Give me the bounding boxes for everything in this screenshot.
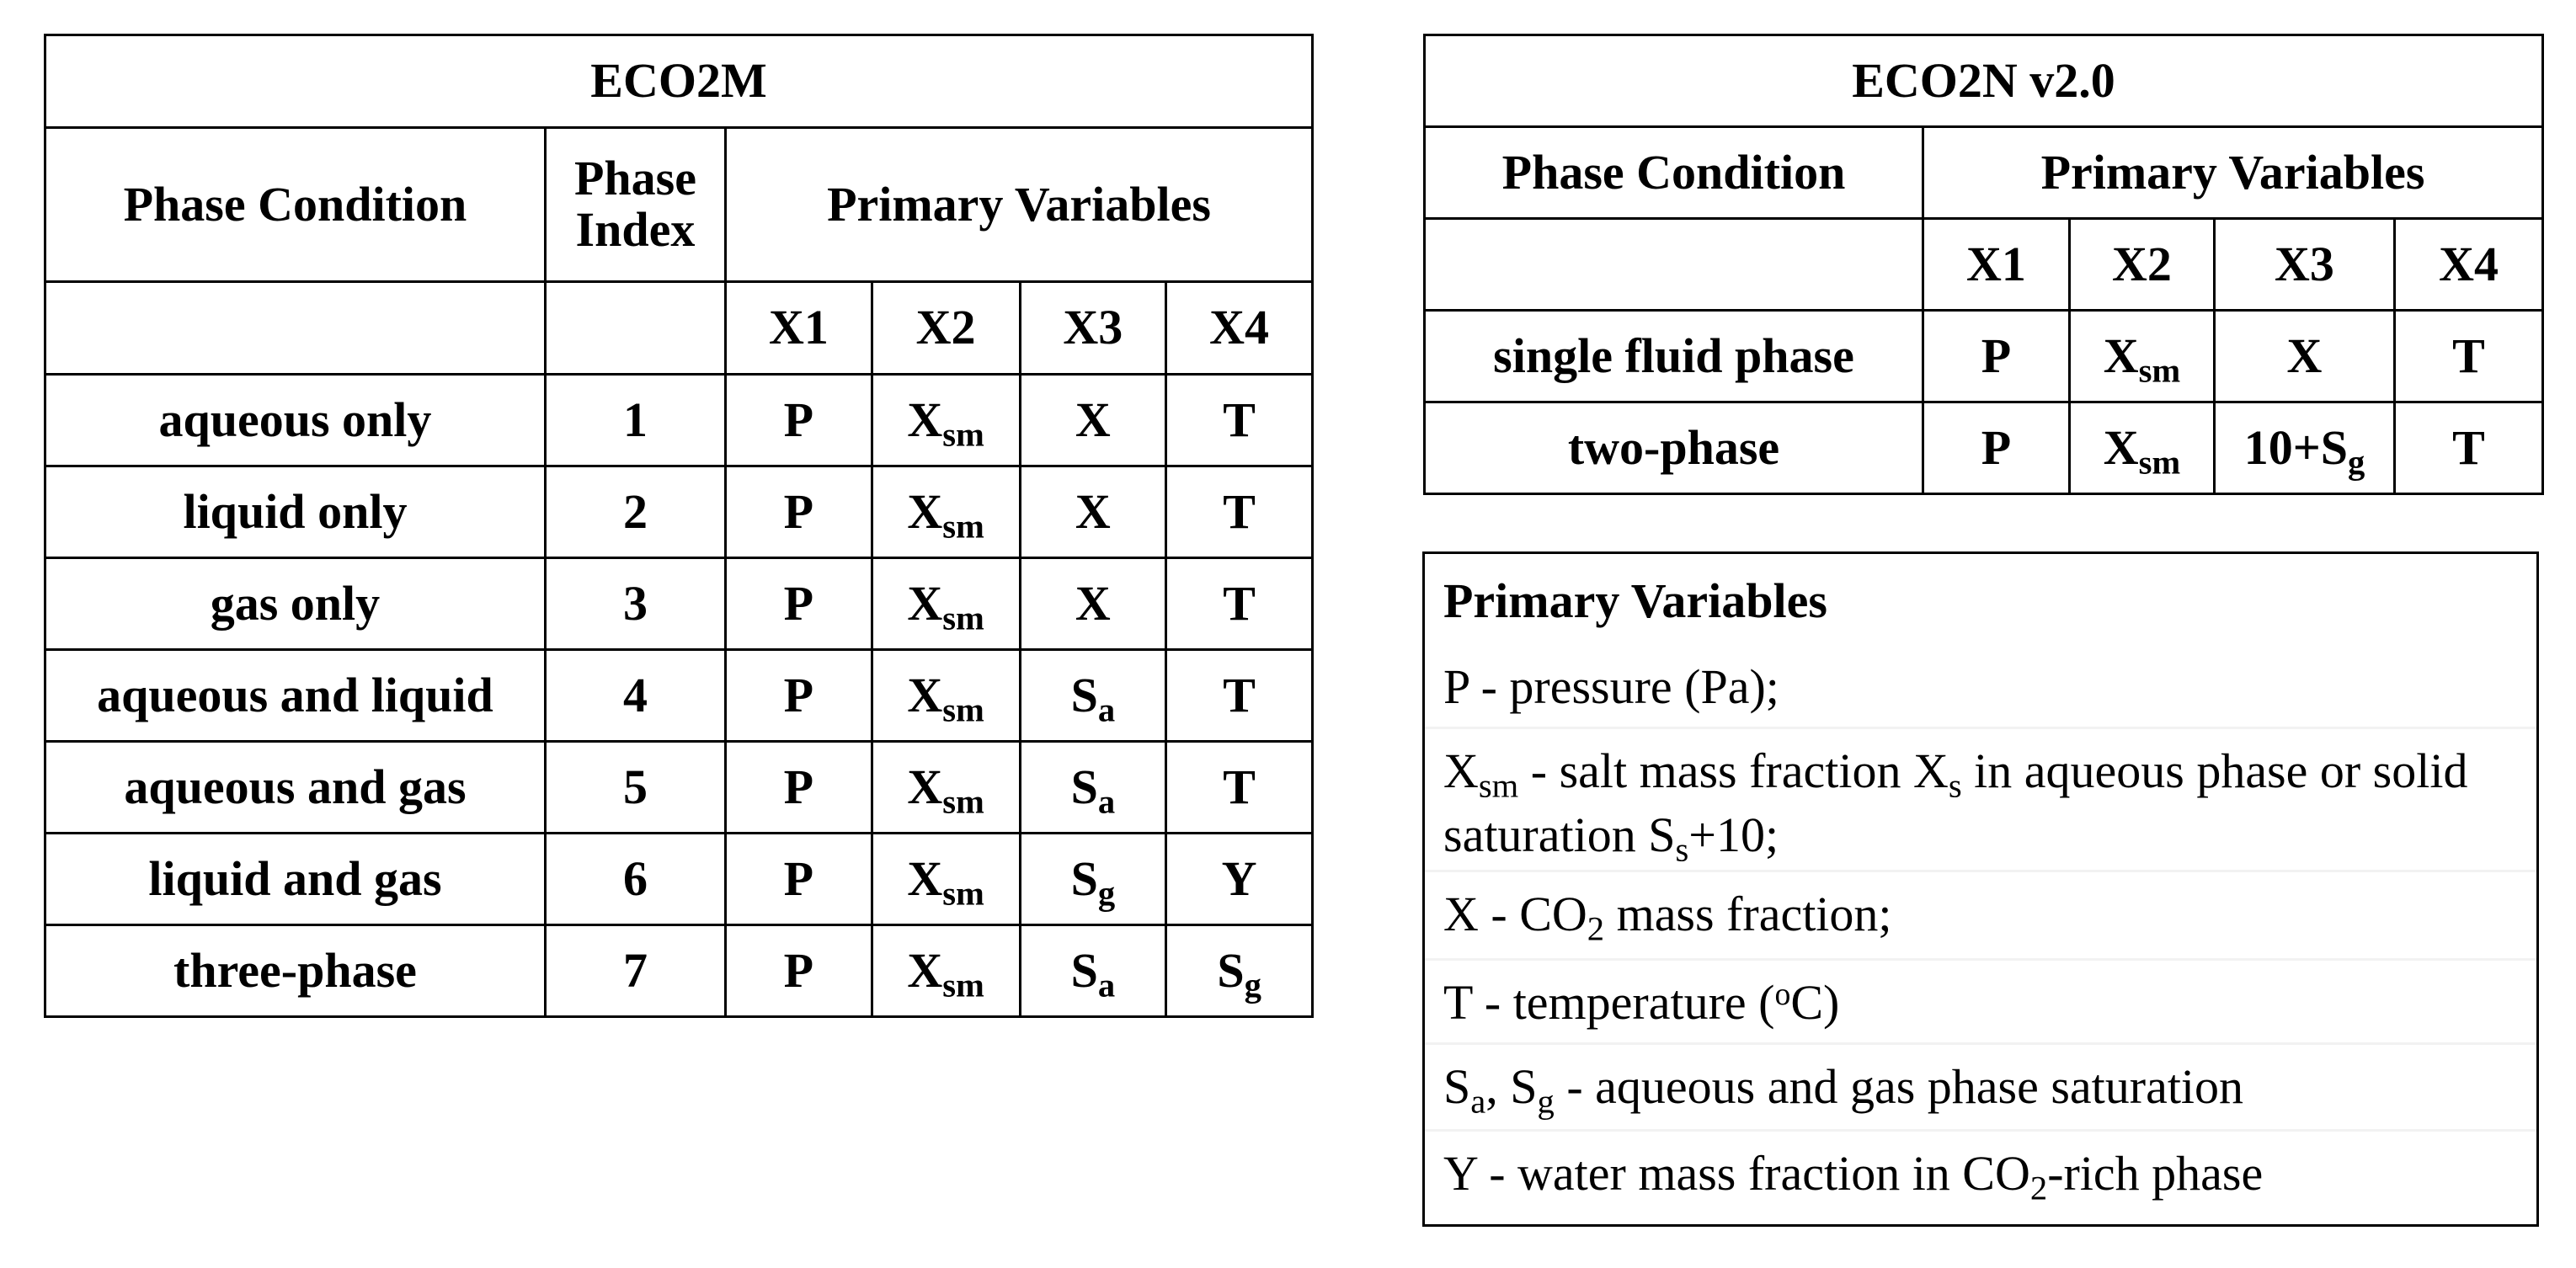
subscript: sm bbox=[1478, 766, 1519, 805]
column-header: X2 bbox=[872, 282, 1020, 375]
subscript: sm bbox=[942, 690, 984, 728]
variable-cell: $X_{sm}$ bbox=[872, 925, 1020, 1017]
phase-condition-cell: liquid only bbox=[45, 466, 546, 558]
phase-condition-cell: aqueous and liquid bbox=[45, 650, 546, 742]
column-header: X2 bbox=[2070, 219, 2215, 311]
variable-cell: P bbox=[726, 742, 872, 834]
subscript: sm bbox=[2138, 442, 2181, 481]
variable-cell: T bbox=[1166, 742, 1313, 834]
subscript: a bbox=[1097, 690, 1116, 728]
blank-cell bbox=[545, 282, 725, 375]
variable-cell: $X_{sm}$ bbox=[872, 375, 1020, 466]
variable-cell: $S_a$ bbox=[1020, 650, 1166, 742]
phase-condition-cell: three-phase bbox=[45, 925, 546, 1017]
primary-variables-header: Primary Variables bbox=[726, 128, 1313, 282]
variable-cell: P bbox=[726, 925, 872, 1017]
subscript: g bbox=[1097, 873, 1116, 912]
subscript: 2 bbox=[1587, 909, 1605, 948]
subscript: sm bbox=[942, 598, 984, 637]
phase-condition-cell: liquid and gas bbox=[45, 834, 546, 925]
legend-item bbox=[1443, 655, 2518, 719]
phase-index-cell: 3 bbox=[545, 558, 725, 650]
variable-cell: Y bbox=[1166, 834, 1313, 925]
divider bbox=[1425, 1129, 2536, 1132]
variable-cell: P bbox=[726, 558, 872, 650]
variable-cell: $X_{sm}$ bbox=[872, 466, 1020, 558]
phase-index-cell: 4 bbox=[545, 650, 725, 742]
divider bbox=[1425, 727, 2536, 729]
eco2m-title: ECO2M bbox=[45, 35, 1313, 128]
legend-item bbox=[1443, 739, 2518, 867]
phase-condition-cell: single fluid phase bbox=[1425, 311, 1923, 402]
variable-cell: $S_g$ bbox=[1166, 925, 1313, 1017]
table-row bbox=[45, 650, 1313, 742]
column-header: X1 bbox=[1923, 219, 2070, 311]
variable-cell: $10+S_g$ bbox=[2215, 402, 2395, 494]
legend-title: Primary Variables bbox=[1443, 573, 1827, 628]
variable-cell: X bbox=[1020, 466, 1166, 558]
phase-index-cell: 6 bbox=[545, 834, 725, 925]
column-header: X4 bbox=[1166, 282, 1313, 375]
column-header: X4 bbox=[2395, 219, 2543, 311]
legend-item bbox=[1443, 882, 2518, 946]
phase-condition-cell: aqueous and gas bbox=[45, 742, 546, 834]
table-row bbox=[45, 466, 1313, 558]
phase-condition-cell: gas only bbox=[45, 558, 546, 650]
variable-cell: $S_a$ bbox=[1020, 742, 1166, 834]
phase-index-cell: 7 bbox=[545, 925, 725, 1017]
column-header: X3 bbox=[1020, 282, 1166, 375]
legend-text: -rich phase bbox=[2047, 1146, 2264, 1201]
variable-cell: T bbox=[1166, 650, 1313, 742]
blank-cell bbox=[45, 282, 546, 375]
variable-cell: T bbox=[2395, 311, 2543, 402]
subscript: g bbox=[1244, 965, 1261, 1004]
legend-text: T - temperature ( bbox=[1443, 975, 1775, 1030]
legend-item bbox=[1443, 1055, 2518, 1119]
variable-cell: $X_{sm}$ bbox=[872, 558, 1020, 650]
variable-cell: P bbox=[1923, 402, 2070, 494]
table-row bbox=[45, 375, 1313, 466]
legend-text: mass fraction; bbox=[1604, 887, 1892, 941]
legend-item bbox=[1443, 1142, 2518, 1206]
phase-condition-cell: two-phase bbox=[1425, 402, 1923, 494]
subscript: g bbox=[1537, 1082, 1555, 1121]
subscript: s bbox=[1675, 830, 1689, 869]
subscript: sm bbox=[942, 506, 984, 545]
legend-text: - salt mass fraction X bbox=[1518, 743, 1949, 798]
legend-item bbox=[1443, 971, 2518, 1035]
phase-condition-cell: aqueous only bbox=[45, 375, 546, 466]
phase-condition-header: Phase Condition bbox=[1425, 127, 1923, 219]
legend-text: - aqueous and gas phase saturation bbox=[1554, 1059, 2244, 1114]
variable-cell: P bbox=[726, 466, 872, 558]
phase-condition-header: Phase Condition bbox=[45, 128, 546, 282]
legend-text: +10; bbox=[1688, 807, 1779, 862]
variable-cell: $S_g$ bbox=[1020, 834, 1166, 925]
variable-cell: P bbox=[1923, 311, 2070, 402]
subscript: a bbox=[1097, 965, 1116, 1004]
variable-cell: $X_{sm}$ bbox=[872, 834, 1020, 925]
legend-text: X bbox=[1443, 743, 1479, 798]
phase-index-cell: 5 bbox=[545, 742, 725, 834]
legend-text: C) bbox=[1790, 975, 1840, 1030]
variable-cell: T bbox=[1166, 466, 1313, 558]
variable-cell: $X_{sm}$ bbox=[872, 650, 1020, 742]
variable-cell: X bbox=[1020, 375, 1166, 466]
primary-variables-legend bbox=[1422, 551, 2539, 1227]
variable-cell: T bbox=[1166, 375, 1313, 466]
subscript: 2 bbox=[2029, 1169, 2048, 1207]
variable-cell: P bbox=[726, 375, 872, 466]
legend-text: , S bbox=[1485, 1059, 1538, 1114]
legend-text: S bbox=[1443, 1059, 1471, 1114]
subscript: g bbox=[2348, 442, 2365, 481]
column-header: X3 bbox=[2215, 219, 2395, 311]
subscript: a bbox=[1097, 781, 1116, 820]
eco2n-title: ECO2N v2.0 bbox=[1425, 35, 2543, 127]
subscript: sm bbox=[2138, 350, 2181, 389]
legend-text: P - pressure (Pa); bbox=[1443, 659, 1779, 714]
subscript: sm bbox=[942, 873, 984, 912]
divider bbox=[1425, 1042, 2536, 1045]
blank-cell bbox=[1425, 219, 1923, 311]
subscript: sm bbox=[942, 781, 984, 820]
variable-cell: X bbox=[2215, 311, 2395, 402]
divider bbox=[1425, 958, 2536, 961]
subscript: sm bbox=[942, 414, 984, 453]
table-row bbox=[45, 742, 1313, 834]
table-row bbox=[1425, 311, 2543, 402]
variable-cell: $X_{sm}$ bbox=[872, 742, 1020, 834]
table-row bbox=[1425, 402, 2543, 494]
legend-text: X - CO bbox=[1443, 887, 1587, 941]
legend-text: Y - water mass fraction in CO bbox=[1443, 1146, 2030, 1201]
phase-index-cell: 2 bbox=[545, 466, 725, 558]
variable-cell: X bbox=[1020, 558, 1166, 650]
phase-index-cell: 1 bbox=[545, 375, 725, 466]
table-row bbox=[45, 558, 1313, 650]
variable-cell: T bbox=[1166, 558, 1313, 650]
eco2m-table bbox=[44, 34, 1314, 1018]
variable-cell: P bbox=[726, 650, 872, 742]
superscript: o bbox=[1774, 977, 1791, 1013]
subscript: s bbox=[1948, 766, 1962, 805]
table-row bbox=[45, 834, 1313, 925]
legend-text: in aqueous phase or solid saturation S bbox=[1443, 743, 2468, 862]
column-header: X1 bbox=[726, 282, 872, 375]
subscript: sm bbox=[942, 965, 984, 1004]
variable-cell: $S_a$ bbox=[1020, 925, 1166, 1017]
variable-cell: $X_{sm}$ bbox=[2070, 311, 2215, 402]
phase-index-header: Phase Index bbox=[545, 128, 725, 282]
subscript: a bbox=[1470, 1082, 1486, 1121]
variable-cell: T bbox=[2395, 402, 2543, 494]
eco2n-table bbox=[1423, 34, 2544, 495]
primary-variables-header: Primary Variables bbox=[1923, 127, 2543, 219]
divider bbox=[1425, 870, 2536, 872]
variable-cell: P bbox=[726, 834, 872, 925]
table-row bbox=[45, 925, 1313, 1017]
variable-cell: $X_{sm}$ bbox=[2070, 402, 2215, 494]
